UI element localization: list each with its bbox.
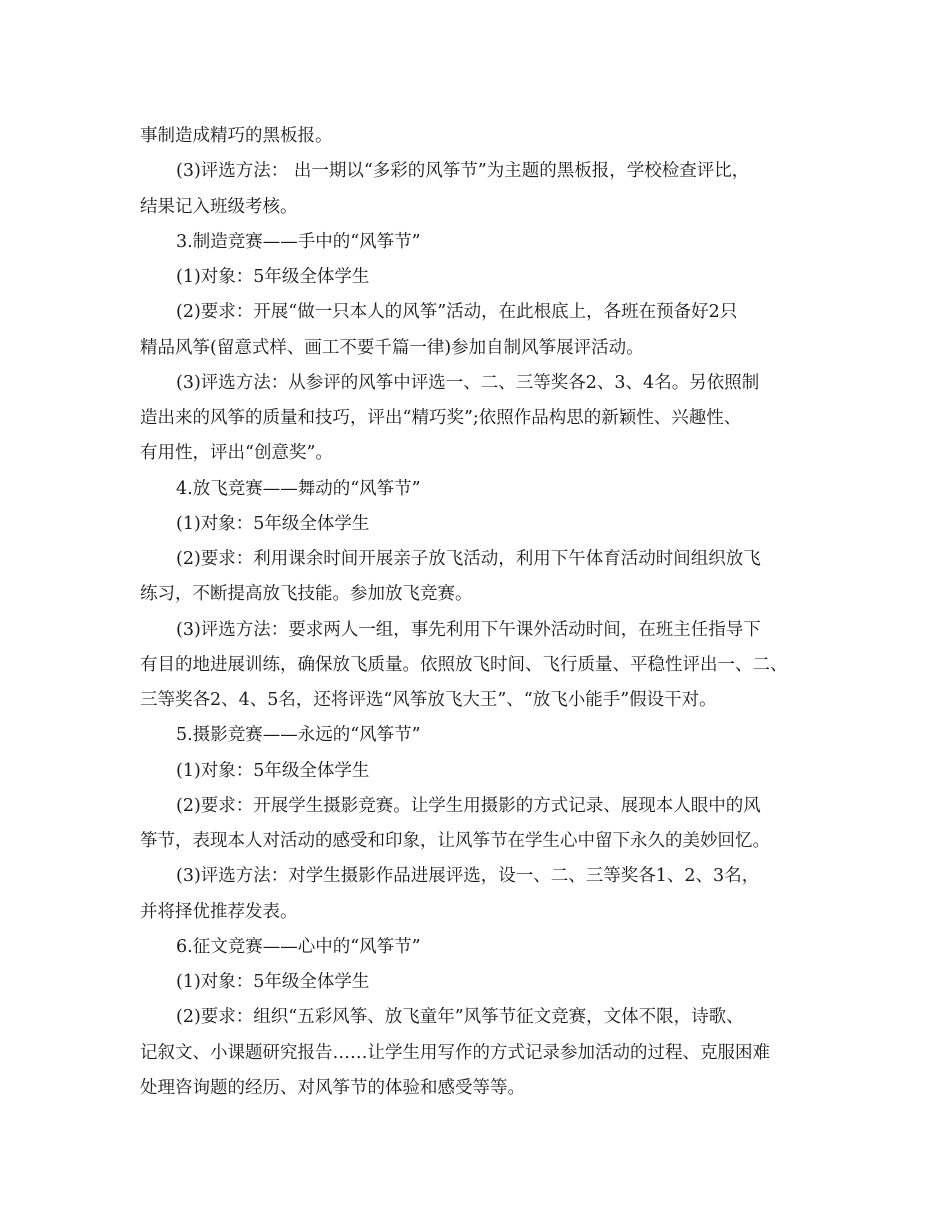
text-line: 并将择优推荐发表。 bbox=[140, 901, 298, 922]
text-line: 精品风筝(留意式样、画工不要千篇一律)参加自制风筝展评活动。 bbox=[140, 337, 644, 358]
text-line: 处理咨询题的经历、对风筝节的体验和感受等等。 bbox=[140, 1077, 525, 1098]
text-line: (2)要求：开展“做一只本人的风筝”活动，在此根底上，各班在预备好2只 bbox=[176, 302, 738, 323]
text-line: (1)对象：5年级全体学生 bbox=[176, 267, 370, 287]
text-line: 记叙文、小课题研究报告……让学生用写作的方式记录参加活动的过程、克服困难 bbox=[140, 1042, 770, 1063]
text-line: (1)对象：5年级全体学生 bbox=[176, 513, 370, 534]
text-line: 4.放飞竞赛——舞动的“风筝节” bbox=[176, 478, 421, 499]
text-line: 事制造成精巧的黑板报。 bbox=[140, 126, 333, 146]
text-line: 6.征文竞赛——心中的“风筝节” bbox=[176, 936, 421, 957]
text-line: 有目的地进展训练，确保放飞质量。依照放飞时间、飞行质量、平稳性评出一、二、 bbox=[140, 654, 788, 675]
text-line: 筝节，表现本人对活动的感受和印象，让风筝节在学生心中留下永久的美妙回忆。 bbox=[140, 831, 770, 851]
text-line: 结果记入班级考核。 bbox=[140, 196, 298, 217]
text-line: (3)评选方法：从参评的风筝中评选一、二、三等奖各2、3、4名。另依照制 bbox=[176, 372, 760, 393]
text-line: (1)对象：5年级全体学生 bbox=[176, 972, 370, 992]
text-line: 练习，不断提高放飞技能。参加放飞竞赛。 bbox=[140, 584, 473, 605]
text-line: 有用性，评出“创意奖”。 bbox=[140, 443, 333, 464]
text-line: (3)评选方法： 出一期以“多彩的风筝节”为主题的黑板报，学校检查评比， bbox=[176, 161, 750, 182]
text-line: 3.制造竞赛——手中的“风筝节” bbox=[176, 231, 421, 252]
text-line: 5.摄影竞赛——永远的“风筝节” bbox=[176, 725, 421, 746]
text-line: 三等奖各2、4、5名，还将评选“风筝放飞大王”、“放飞小能手”假设干对。 bbox=[140, 690, 717, 710]
text-line: (3)评选方法：要求两人一组，事先利用下午课外活动时间，在班主任指导下 bbox=[176, 619, 761, 640]
text-line: (2)要求：开展学生摄影竞赛。让学生用摄影的方式记录、展现本人眼中的风 bbox=[176, 795, 761, 816]
text-line: (3)评选方法：对学生摄影作品进展评选，设一、二、三等奖各1、2、3名， bbox=[176, 866, 760, 887]
text-line: 造出来的风筝的质量和技巧，评出“精巧奖”;依照作品构思的新颖性、兴趣性、 bbox=[140, 408, 742, 428]
document-body bbox=[140, 119, 820, 1106]
text-line: (1)对象：5年级全体学生 bbox=[176, 760, 370, 781]
text-line: (2)要求：利用课余时间开展亲子放飞活动，利用下午体育活动时间组织放飞 bbox=[176, 549, 761, 569]
text-line: (2)要求：组织“五彩风筝、放飞童年”风筝节征文竞赛，文体不限，诗歌、 bbox=[176, 1007, 744, 1028]
